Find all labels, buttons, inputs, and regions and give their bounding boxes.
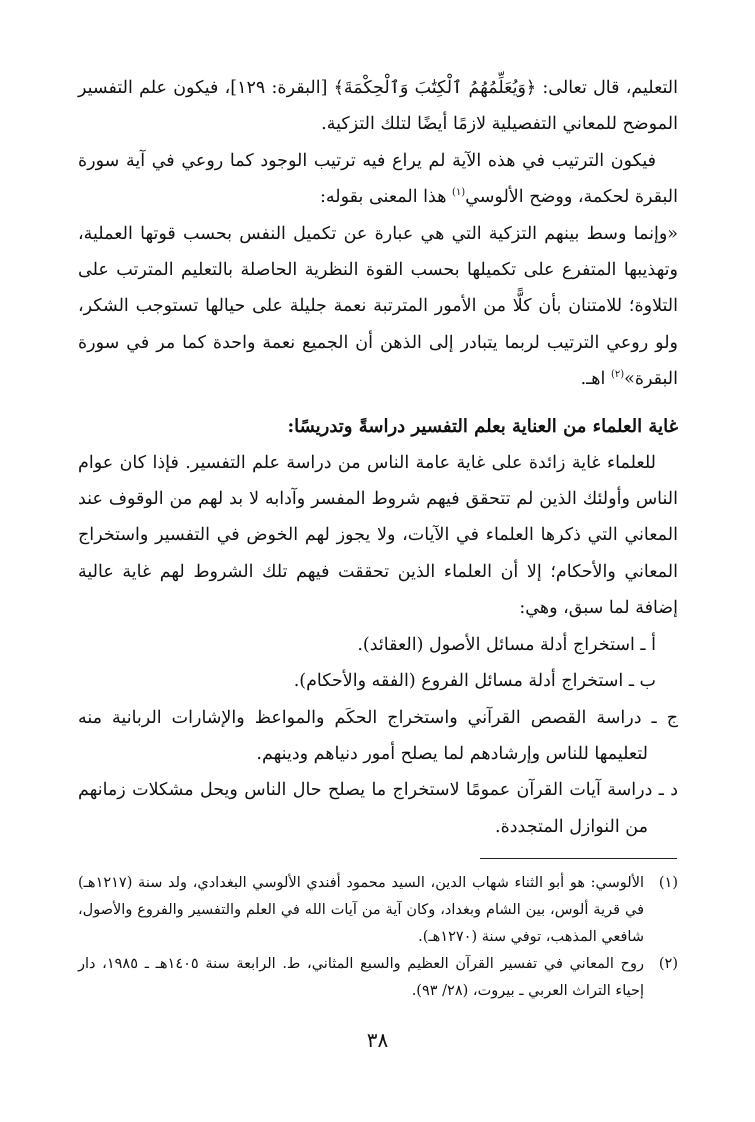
footnote-number: (١)	[658, 875, 678, 891]
quotation	[78, 216, 678, 398]
page-number: ٣٨	[366, 1028, 389, 1052]
footnote	[78, 951, 678, 1005]
footnote-number: (٢)	[658, 956, 678, 972]
main-text	[78, 70, 678, 845]
section-heading: غاية العلماء من العناية بعلم التفسير دراسةً وتدريسًا:	[287, 415, 678, 437]
footnote-ref-2: (٢)	[610, 369, 625, 381]
list-item-d: د ـ دراسة آيات القرآن عمومًا لاستخراج ما يصلح حال الناس ويحل مشكلات زمانهم من النوازل المتجددة.	[78, 780, 678, 837]
footnote-separator	[480, 858, 677, 859]
paragraph-alusi-text: فيكون الترتيب في هذه الآية لم يراع فيه ترتيب الوجود كما روعي في آية سورة البقرة لحكمة، ووضح الألوسي	[78, 150, 678, 208]
footnote-ref-1: (١)	[452, 187, 466, 199]
footnotes	[78, 870, 678, 1005]
quotation-text: «وإنما وسط بينهم التزكية التي هي عبارة عن تكميل النفس بحسب قوتها العملية، وتهذيبها المتفرع على تكميلها بحسب القوة النظرية الحاصلة بالتعليم المترتب على التلاوة؛ للامتنان بأن كلًّا من الأمور المترتبة نعمة جليلة على حيالها تستوجب الشكر، ولو روعي الترتيب لربما يتبادر إلى الذهن أن الجميع نعمة واحدة كما مر في سورة البقرة»	[78, 223, 678, 390]
paragraph-intro: التعليم، قال تعالى: ﴿وَيُعَلِّمُهُمُ ٱلْكِتَٰبَ وَٱلْحِكْمَةَ﴾ [البقرة: ١٢٩]، فيكون علم التفسير الموضح للمعاني التفصيلية لازمًا أيضًا لتلك التزكية.	[78, 78, 678, 135]
footnote-text: الألوسي: هو أبو الثناء شهاب الدين، السيد محمود أفندي الألوسي البغدادي، ولد سنة (١٢١٧هـ) في قرية ألوس، بين الشام وبغداد، وكان آية من آيات الله في العلم والتفسير والفروع والأصول، شافعي المذهب، توفي سنة (١٢٧٠هـ).	[78, 875, 644, 945]
footnote-text: روح المعاني في تفسير القرآن العظيم والسبع المثاني، ط. الرابعة سنة ١٤٠٥هـ ـ ١٩٨٥، دار إحياء التراث العربي ـ بيروت، (٢٨/ ٩٣).	[78, 956, 644, 999]
list-item-b: ب ـ استخراج أدلة مسائل الفروع (الفقه والأحكام).	[293, 671, 656, 692]
quotation-end: اهـ.	[580, 369, 611, 390]
paragraph-alusi	[78, 143, 678, 216]
list-item-c: ج ـ دراسة القصص القرآني واستخراج الحكَم والمواعظ والإشارات الربانية منه لتعليمها للناس وإرشادهم لما يصلح أمور دنياهم ودينهم.	[78, 707, 678, 764]
paragraph-alusi-end: هذا المعنى بقوله:	[320, 187, 452, 208]
paragraph-scholars: للعلماء غاية زائدة على غاية عامة الناس من دراسة علم التفسير. فإذا كان عوام الناس وأولئك الذين لم تتحقق فيهم شروط المفسر وآدابه لا بد لهم من الوقوف عند المعاني التي ذكرها العلماء في الآيات، ولا يجوز لهم الخوض في التفسير واستخراج المعاني والأحكام؛ إلا أن العلماء الذين تحققت فيهم تلك الشروط لهم غاية عالية إضافة لما سبق، وهي:	[78, 452, 678, 619]
footnote	[78, 870, 678, 951]
list-item-a: أ ـ استخراج أدلة مسائل الأصول (العقائد).	[357, 634, 656, 655]
